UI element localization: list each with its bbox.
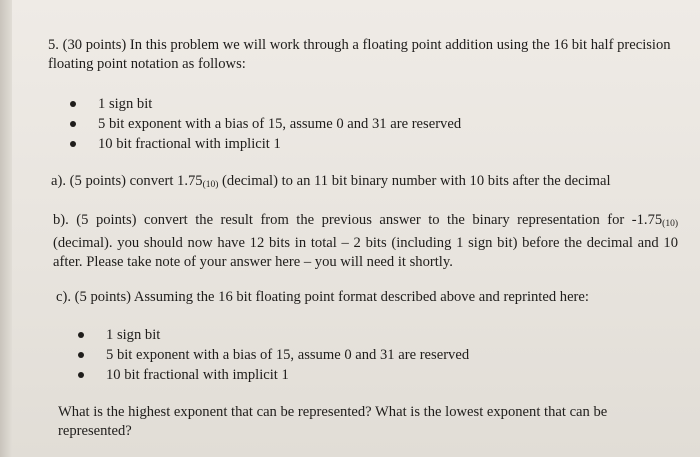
- part-a-before: a). (5 points) convert 1.75: [51, 173, 203, 189]
- final-question-text: What is the highest exponent that can be represented? What is the lowest exponent that can be represented?: [58, 404, 608, 439]
- bullet-text: 10 bit fractional with implicit 1: [98, 136, 281, 152]
- bullet-dot-icon: [70, 141, 76, 147]
- question-content: [48, 36, 678, 441]
- part-a-text: [51, 172, 678, 195]
- bullet-item: [70, 134, 678, 154]
- bullet-text: 1 sign bit: [106, 327, 161, 343]
- bullet-dot-icon: [78, 352, 84, 358]
- bullet-item: [78, 345, 678, 365]
- bullet-item: [78, 365, 678, 385]
- part-c-text: c). (5 points) Assuming the 16 bit floating point format described above and reprinted here:: [56, 289, 589, 305]
- part-a-after: (decimal) to an 11 bit binary number with 10 bits after the decimal: [218, 173, 611, 189]
- page-shadow-edge: [0, 0, 12, 457]
- question-intro: 5. (30 points) In this problem we will work through a floating point addition using the 16 bit half precision floating point notation as follows:: [48, 37, 671, 72]
- format-bullet-list-repeat: [56, 325, 678, 385]
- bullet-dot-icon: [78, 332, 84, 338]
- part-b-subscript: (10): [662, 219, 678, 229]
- bullet-text: 5 bit exponent with a bias of 15, assume 0 and 31 are reserved: [98, 116, 462, 132]
- part-b-text: [53, 211, 678, 272]
- bullet-dot-icon: [70, 121, 76, 127]
- format-bullet-list: [48, 94, 678, 154]
- bullet-text: 1 sign bit: [98, 96, 153, 112]
- bullet-text: 10 bit fractional with implicit 1: [106, 367, 289, 383]
- bullet-item: [70, 94, 678, 114]
- bullet-item: [78, 325, 678, 345]
- bullet-text: 5 bit exponent with a bias of 15, assume 0 and 31 are reserved: [106, 347, 470, 363]
- part-b-before: b). (5 points) convert the result from the previous answer to the binary representation for -1.75: [53, 212, 663, 228]
- part-a-subscript: (10): [202, 180, 219, 190]
- part-b-after: (decimal). you should now have 12 bits in total – 2 bits (including 1 sign bit) before the decimal and 10 after. Please take note of your answer here – you will need it shortly.: [53, 235, 678, 270]
- bullet-dot-icon: [70, 101, 76, 107]
- bullet-item: [70, 114, 678, 134]
- bullet-dot-icon: [78, 372, 84, 378]
